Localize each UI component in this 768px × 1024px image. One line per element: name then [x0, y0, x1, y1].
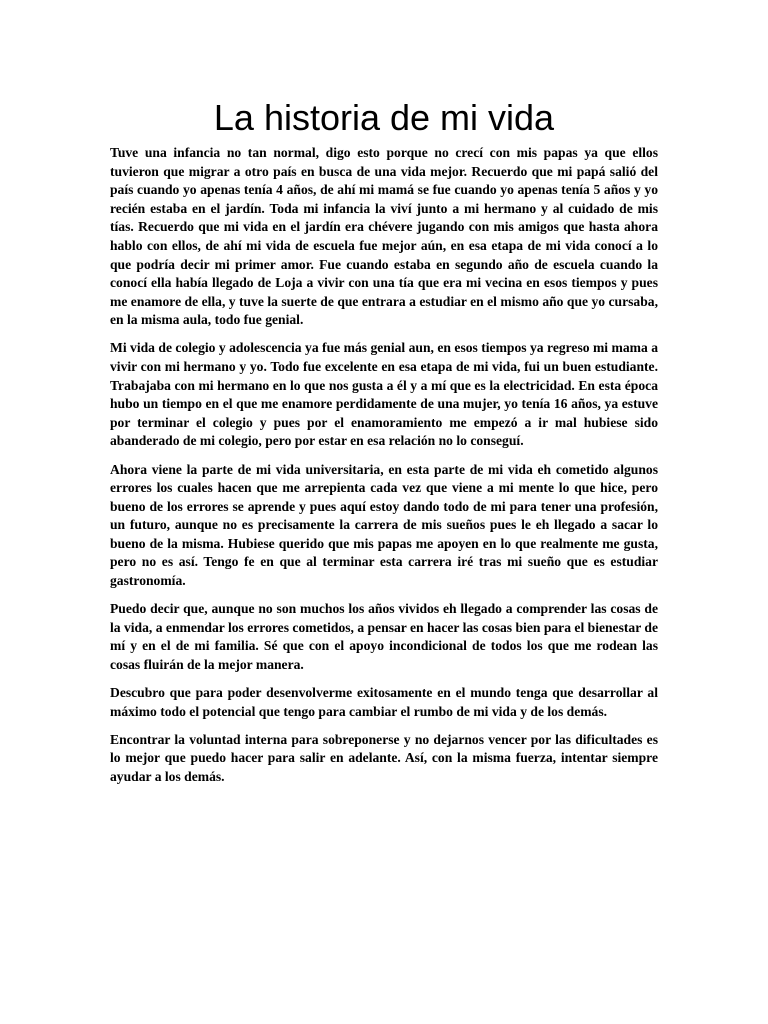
paragraph-5: Descubro que para poder desenvolverme exitosamente en el mundo tenga que desarrollar al máximo todo el potencial que tengo para cambiar el rumbo de mi vida y de los demás. — [110, 685, 658, 719]
paragraph-6: Encontrar la voluntad interna para sobreponerse y no dejarnos vencer por las dificultades es lo mejor que puedo hacer para salir en adelante. Así, con la misma fuerza, intentar siempre ayudar a los demás. — [110, 731, 658, 784]
paragraph-2: Mi vida de colegio y adolescencia ya fue más genial aun, en esos tiempos ya regreso mi mama a vivir con mi hermano y yo. Todo fue excelente en esa etapa de mi vida, fui un buen estudiante. Trabajaba con mi hermano en lo que nos gusta a él y a mí que es la electricidad. En esta época hubo un tiempo en el que me enamore perdidamente de una mujer, yo tenía 16 años, ya estuve por terminar el colegio y pues por el enamoramiento me empezó a ir mal hubiese sido abanderado de mi colegio, pero por estar en esa relación no lo conseguí. — [110, 340, 658, 449]
paragraph-1: Tuve una infancia no tan normal, digo esto porque no crecí con mis papas ya que ellos tuvieron que migrar a otro país en busca de una vida mejor. Recuerdo que mi papá salió del país cuando yo apenas tenía 4 años, de ahí mi mamá se fue cuando yo apenas tenía 5 años y yo recién estaba en el jardín. Toda mi infancia la viví junto a mi hermano y al cuidado de mis tías. Recuerdo que mi vida en el jardín era chévere jugando con mis amigos que hasta ahora hablo con ellos, de ahí mi vida de escuela fue mejor aún, en esa etapa de mi vida conocí a lo que podría decir mi primer amor. Fue cuando estaba en segundo año de escuela cuando la conocí ella había llegado de Loja a vivir con una tía que era mi vecina en esos tiempos y pues me enamore de ella, y tuve la suerte de que entrara a estudiar en el mismo año que yo cursaba, en la misma aula, todo fue genial. — [110, 145, 658, 328]
paragraph-3: Ahora viene la parte de mi vida universitaria, en esta parte de mi vida eh cometido algunos errores los cuales hacen que me arrepienta cada vez que viene a mi mente lo que hice, pero bueno de los errores se aprende y pues aquí estoy dando todo de mi para tener una profesión, un futuro, aunque no es precisamente la carrera de mis sueños pues le eh llegado a sacar lo bueno de la misma. Hubiese querido que mis papas me apoyen en lo que realmente me gusta, pero no es así. Tengo fe en que al terminar esta carrera iré tras mi sueño que es estudiar gastronomía. — [110, 461, 658, 589]
document-title: La historia de mi vida — [213, 97, 555, 138]
paragraph-4: Puedo decir que, aunque no son muchos los años vividos eh llegado a comprender las cosas de la vida, a enmendar los errores cometidos, a pensar en hacer las cosas bien para el bienestar de mí y en el de mi familia. Sé que con el apoyo incondicional de todos los que me rodean las cosas fluirán de la mejor manera. — [110, 601, 658, 672]
document-body — [110, 144, 658, 796]
